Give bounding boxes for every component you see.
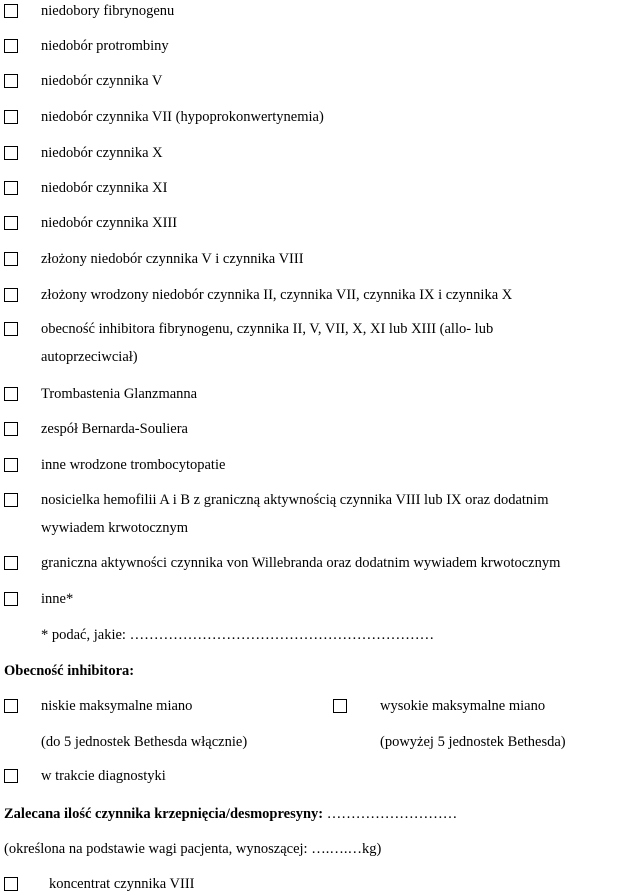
high-titer-label: wysokie maksymalne miano xyxy=(380,698,546,714)
checkbox-label-line2: wywiadem krwotocznym xyxy=(41,520,188,536)
checkbox-label: Trombastenia Glanzmanna xyxy=(41,386,198,402)
inhibitor-heading: Obecność inhibitora: xyxy=(4,663,135,679)
checkbox-label-line1: obecność inhibitora fibrynogenu, czynnika II, V, VII, X, XI lub XIII (allo- lub xyxy=(41,321,494,337)
checkbox-other[interactable] xyxy=(4,592,18,606)
checkbox-label: niedobór czynnika V xyxy=(41,73,163,89)
checkbox-inhibitor-presence[interactable] xyxy=(4,322,18,336)
checkbox-factor-v-deficiency[interactable] xyxy=(4,74,18,88)
other-specify-field[interactable]: * podać, jakie: ……………………………………………………… xyxy=(41,627,435,643)
checkbox-label: złożony wrodzony niedobór czynnika II, czynnika VII, czynnika IX i czynnika X xyxy=(41,287,513,303)
checkbox-factor-xi-deficiency[interactable] xyxy=(4,181,18,195)
checkbox-label: niedobór czynnika XI xyxy=(41,180,168,196)
low-titer-label: niskie maksymalne miano xyxy=(41,698,193,714)
checkbox-label: niedobór protrombiny xyxy=(41,38,169,54)
checkbox-label: niedobór czynnika XIII xyxy=(41,215,178,231)
checkbox-label: złożony niedobór czynnika V i czynnika VIII xyxy=(41,251,304,267)
under-diagnostics-label: w trakcie diagnostyki xyxy=(41,768,166,784)
checkbox-label: zespół Bernarda-Souliera xyxy=(41,421,188,437)
checkbox-fibrinogen-deficiency[interactable] xyxy=(4,4,18,18)
low-titer-detail: (do 5 jednostek Bethesda włącznie) xyxy=(41,734,248,750)
checkbox-label: inne wrodzone trombocytopatie xyxy=(41,457,226,473)
checkbox-under-diagnostics[interactable] xyxy=(4,769,18,783)
checkbox-label: niedobory fibrynogenu xyxy=(41,3,175,19)
checkbox-other-thrombocytopathies[interactable] xyxy=(4,458,18,472)
checkbox-combined-congenital-deficiency[interactable] xyxy=(4,288,18,302)
checkbox-von-willebrand[interactable] xyxy=(4,556,18,570)
weight-note: (określona na podstawie wagi pacjenta, wynoszącej: ….….…kg) xyxy=(4,841,382,857)
checkbox-combined-v-viii-deficiency[interactable] xyxy=(4,252,18,266)
checkbox-factor-viii-concentrate[interactable] xyxy=(4,877,18,891)
checkbox-label: niedobór czynnika VII (hypoprokonwertynemia) xyxy=(41,109,324,125)
checkbox-factor-xiii-deficiency[interactable] xyxy=(4,216,18,230)
dose-heading: Zalecana ilość czynnika krzepnięcia/desmopresyny: xyxy=(4,806,324,822)
checkbox-label-line1: nosicielka hemofilii A i B z graniczną aktywnością czynnika VIII lub IX oraz dodatnim xyxy=(41,492,549,508)
high-titer-detail: (powyżej 5 jednostek Bethesda) xyxy=(380,734,566,750)
checkbox-label-line2: autoprzeciwciał) xyxy=(41,349,138,365)
checkbox-label: inne* xyxy=(41,591,74,607)
dose-line xyxy=(4,806,457,823)
checkbox-hemophilia-carrier[interactable] xyxy=(4,493,18,507)
checkbox-low-titer[interactable] xyxy=(4,699,18,713)
checkbox-label: niedobór czynnika X xyxy=(41,145,163,161)
checkbox-prothrombin-deficiency[interactable] xyxy=(4,39,18,53)
checkbox-high-titer[interactable] xyxy=(333,699,347,713)
checkbox-bernard-soulier[interactable] xyxy=(4,422,18,436)
checkbox-factor-x-deficiency[interactable] xyxy=(4,146,18,160)
checkbox-factor-vii-deficiency[interactable] xyxy=(4,110,18,124)
dose-input-dots[interactable]: ……………………… xyxy=(326,806,458,822)
checkbox-glanzmann-thrombasthenia[interactable] xyxy=(4,387,18,401)
factor-viii-concentrate-label: koncentrat czynnika VIII xyxy=(49,876,195,892)
checkbox-label: graniczna aktywności czynnika von Willebranda oraz dodatnim wywiadem krwotocznym xyxy=(41,555,561,571)
